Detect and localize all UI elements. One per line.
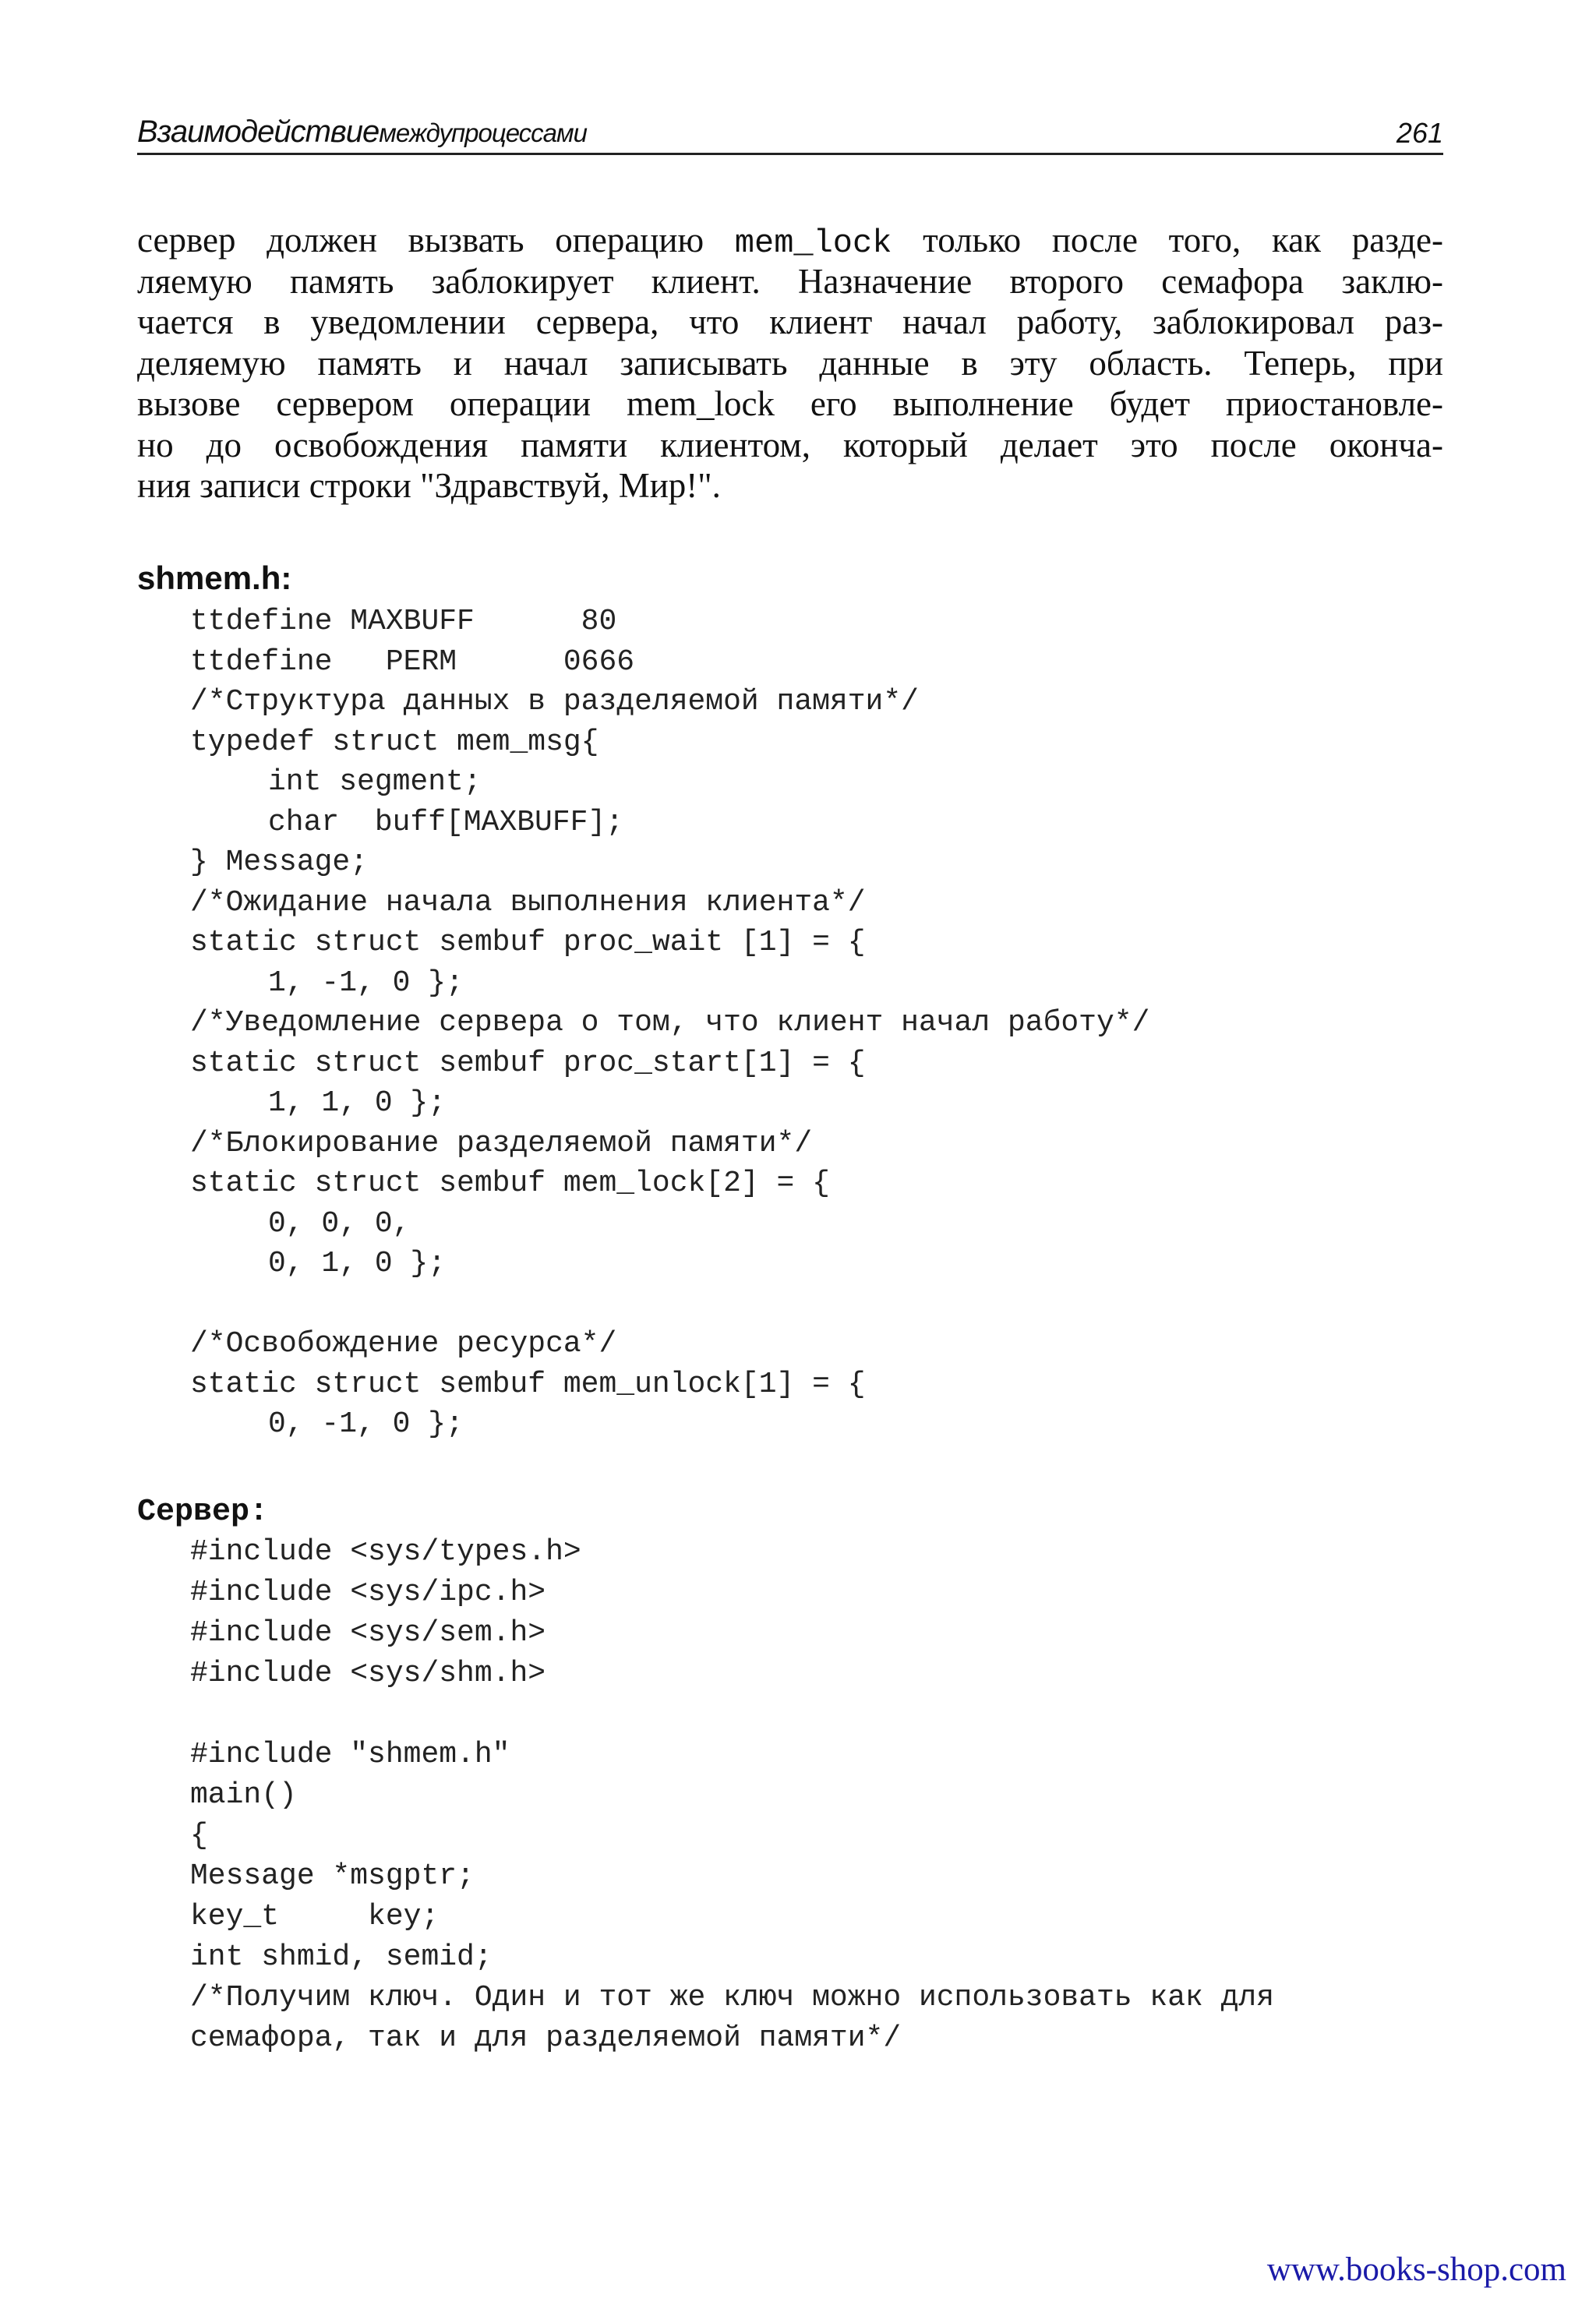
code-line: 1, 1, 0 }; <box>268 1086 447 1120</box>
running-header-title <box>137 115 587 150</box>
code-line: #include <sys/sem.h> <box>190 1616 546 1650</box>
code-line: /*Получим ключ. Один и тот же ключ можно использовать как для <box>190 1981 1275 2014</box>
running-header-title-main: Взаимодействие <box>137 115 380 149</box>
body-paragraph <box>137 220 1443 507</box>
code-line: ttdefine MAXBUFF 80 <box>190 605 617 638</box>
code-line: семафора, так и для разделяемой памяти*/ <box>190 2021 902 2055</box>
inline-code: mem_lock <box>734 224 892 262</box>
code-line: static struct sembuf mem_lock[2] = { <box>190 1167 830 1200</box>
code-line: main() <box>190 1778 297 1812</box>
code-line: 1, -1, 0 }; <box>268 966 464 1000</box>
code-line: int shmid, semid; <box>190 1940 493 1974</box>
code-line: #include <sys/ipc.h> <box>190 1576 546 1609</box>
code-line: { <box>190 1819 208 1852</box>
running-header <box>137 111 1443 155</box>
code-line: static struct sembuf mem_unlock[1] = { <box>190 1367 866 1401</box>
code-line: } Message; <box>190 846 369 879</box>
footer-website-link[interactable]: www.books-shop.com <box>1266 2251 1566 2288</box>
code-line: #include <sys/types.h> <box>190 1535 581 1569</box>
code-line: 0, 1, 0 }; <box>268 1247 447 1280</box>
code-line: /*Структура данных в разделяемой памяти*/ <box>190 685 919 718</box>
code-line: 0, -1, 0 }; <box>268 1407 464 1441</box>
paragraph-line: ляемую память заблокирует клиент. Назначение второго семафора заклю- <box>137 261 1443 301</box>
code-line: static struct sembuf proc_wait [1] = { <box>190 926 866 959</box>
paragraph-line: вызове сервером операции mem_lock его выполнение будет приостановле- <box>137 384 1443 423</box>
paragraph-line <box>137 220 1443 261</box>
code-line: key_t key; <box>190 1900 440 1933</box>
code-line: ttdefine PERM 0666 <box>190 644 635 679</box>
code-line: Message *msgptr; <box>190 1859 475 1893</box>
paragraph-line-text: сервер должен вызвать операцию <box>137 221 735 260</box>
page-number: 261 <box>1396 117 1443 149</box>
code-line: /*Освобождение ресурса*/ <box>190 1327 617 1361</box>
code-line: #include <sys/shm.h> <box>190 1657 546 1690</box>
code-line: typedef struct mem_msg{ <box>190 725 599 759</box>
paragraph-line-text: только после того, как разде- <box>892 221 1444 260</box>
paragraph-line: но до освобождения памяти клиентом, который делает это после оконча- <box>137 425 1443 464</box>
code-line: int segment; <box>268 765 482 799</box>
code-line: char buff[MAXBUFF]; <box>268 805 624 839</box>
code-line: static struct sembuf proc_start[1] = { <box>190 1046 866 1080</box>
section-heading-server: Сервер: <box>137 1495 269 1530</box>
paragraph-line: ния записи строки "Здравствуй, Мир!". <box>137 466 721 505</box>
code-line: /*Ожидание начала выполнения клиента*/ <box>190 885 866 920</box>
code-line: 0, 0, 0, <box>268 1206 411 1241</box>
code-line: /*Уведомление сервера о том, что клиент начал работу*/ <box>190 1006 1150 1040</box>
running-header-title-rest: междупроцессами <box>379 118 588 147</box>
code-line: /*Блокирование разделяемой памяти*/ <box>190 1126 813 1160</box>
code-line: #include "shmem.h" <box>190 1738 510 1771</box>
paragraph-line: деляемую память и начал записывать данные в эту область. Теперь, при <box>137 343 1443 383</box>
paragraph-line: чается в уведомлении сервера, что клиент начал работу, заблокировал раз- <box>137 302 1443 341</box>
section-heading-shmem: shmem.h: <box>137 560 292 596</box>
